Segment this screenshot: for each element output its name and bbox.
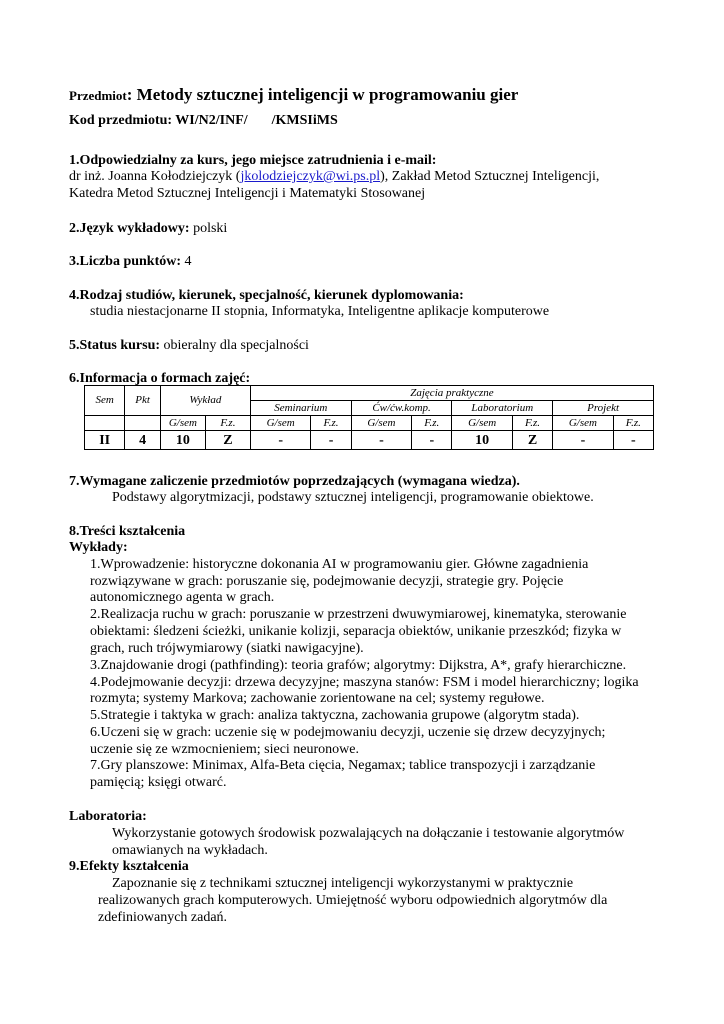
s3-points — [69, 253, 192, 270]
col-lab: Laboratorium — [452, 401, 553, 416]
s1-line1-prefix: dr inż. Joanna Kołodziejczyk ( — [69, 169, 241, 184]
s8-heading: 8.Treści kształcenia — [69, 524, 186, 539]
subhead-fz: F.z. — [205, 416, 250, 431]
lecture-line: 3.Znajdowanie drogi (pathfinding): teoria grafów; algorytmy: Dijkstra, A*, grafy hierarchiczne. — [90, 658, 627, 673]
s1-line2: Katedra Metod Sztucznej Inteligencji i Matematyki Stosowanej — [69, 186, 426, 201]
subhead-gsem: G/sem — [250, 416, 310, 431]
s5-value: obieralny dla specjalności — [160, 338, 309, 353]
lecture-line: 6.Uczeni się w grach: uczenie się w podejmowaniu decyzji, uczenie się drzew decyzyjnych; — [90, 725, 606, 740]
s5-status — [69, 337, 309, 354]
outcome-line: zdefiniowanych zadań. — [98, 910, 228, 925]
s2-language — [69, 220, 227, 237]
s9-heading: 9.Efekty kształcenia — [69, 859, 189, 874]
cell-wyklad-gsem: 10 — [160, 431, 205, 450]
lecture-line: rozmyta; systemy Markova; zachowanie zorientowane na cel; systemy regułowe. — [90, 691, 545, 706]
classes-table — [84, 385, 654, 450]
cell-seminarium-fz: - — [311, 431, 351, 450]
outcome-line: realizowanych grach komputerowych. Umiejętność wyboru odpowiednich algorytmów dla — [98, 893, 608, 908]
course-code — [69, 112, 338, 129]
col-cw: Ćw/ćw.komp. — [351, 401, 452, 416]
lecture-line: grach, ruch trójwymiarowy (siatki nawigacyjne). — [90, 641, 364, 656]
s4-heading: 4.Rodzaj studiów, kierunek, specjalność, kierunek dyplomowania: — [69, 288, 464, 303]
lecture-line: 2.Realizacja ruchu w grach: poruszanie w przestrzeni dwuwymiarowej, kinematyka, sterowanie — [90, 607, 627, 622]
s2-value: polski — [189, 221, 228, 236]
s3-label: 3.Liczba punktów: — [69, 254, 182, 269]
course-code-suffix: /KMSIiMS — [271, 113, 338, 128]
lecture-line: rozwiązywane w grach: poruszanie się, podejmowanie decyzji, strategie gry. Pojęcie — [90, 574, 564, 589]
cell-seminarium-gsem: - — [250, 431, 310, 450]
subhead-gsem: G/sem — [351, 416, 411, 431]
col-pkt: Pkt — [125, 386, 161, 416]
cell-cw-gsem: - — [351, 431, 411, 450]
col-wyklad: Wykład — [160, 386, 250, 416]
lab-line: Wykorzystanie gotowych środowisk pozwalających na dołączanie i testowanie algorytmów — [112, 826, 625, 841]
lecture-line: pamięcią; księgi otwarć. — [90, 775, 227, 790]
lecture-line: autonomicznego agenta w grach. — [90, 590, 275, 605]
subhead-gsem: G/sem — [160, 416, 205, 431]
s3-value: 4 — [181, 254, 192, 269]
s1-line1 — [69, 168, 599, 185]
lab-line: omawianych na wykładach. — [112, 843, 268, 858]
subject-label: Przedmiot — [69, 88, 127, 103]
subhead-fz: F.z. — [512, 416, 552, 431]
cell-lab-fz: Z — [512, 431, 552, 450]
s1-line1-suffix: ), Zakład Metod Sztucznej Inteligencji, — [380, 169, 600, 184]
cell-cw-fz: - — [412, 431, 452, 450]
cell-projekt-fz: - — [613, 431, 653, 450]
subhead-fz: F.z. — [613, 416, 653, 431]
cell-projekt-gsem: - — [553, 431, 613, 450]
lecture-line: 5.Strategie i taktyka w grach: analiza taktyczna, zachowania grupowe (algorytm stada). — [90, 708, 580, 723]
col-sem: Sem — [85, 386, 125, 416]
outcome-line: Zapoznanie się z technikami sztucznej inteligencji wykorzystanymi w praktycznie — [112, 876, 574, 891]
s2-label: 2.Język wykładowy: — [69, 221, 190, 236]
lecture-line: uczenie się ze wzmocnieniem; sieci neuronowe. — [90, 742, 359, 757]
subhead-gsem: G/sem — [553, 416, 613, 431]
subhead-fz: F.z. — [311, 416, 351, 431]
lab-label: Laboratoria: — [69, 809, 147, 824]
blank-cell — [85, 416, 125, 431]
email-link[interactable]: jkolodziejczyk@wi.ps.pl — [240, 169, 381, 184]
subject-title: : Metody sztucznej inteligencji w programowaniu gier — [126, 85, 519, 104]
col-seminarium: Seminarium — [250, 401, 351, 416]
s7-heading: 7.Wymagane zaliczenie przedmiotów poprzedzających (wymagana wiedza). — [69, 474, 520, 489]
s6-heading: 6.Informacja o formach zajęć: — [69, 371, 251, 386]
s1-heading: 1.Odpowiedzialny za kurs, jego miejsce zatrudnienia i e-mail: — [69, 153, 437, 168]
subhead-gsem: G/sem — [452, 416, 512, 431]
cell-wyklad-fz: Z — [205, 431, 250, 450]
cell-sem: II — [85, 431, 125, 450]
course-code-label: Kod przedmiotu: WI/N2/INF/ — [69, 113, 248, 128]
cell-lab-gsem: 10 — [452, 431, 512, 450]
cell-pkt: 4 — [125, 431, 161, 450]
col-zajecia: Zajęcia praktyczne — [250, 386, 653, 401]
lecture-line: 4.Podejmowanie decyzji: drzewa decyzyjne; maszyna stanów: FSM i model hierarchiczny; logika — [90, 675, 639, 690]
col-projekt: Projekt — [553, 401, 654, 416]
subject-line — [69, 86, 518, 105]
s5-label: 5.Status kursu: — [69, 338, 161, 353]
s7-value: Podstawy algorytmizacji, podstawy sztucznej inteligencji, programowanie obiektowe. — [112, 490, 594, 505]
lecture-line: obiektami: śledzeni ścieżki, unikanie kolizji, separacja obiektów, unikanie przeszkód; fizyka w — [90, 624, 622, 639]
blank-cell — [125, 416, 161, 431]
lectures-label: Wykłady: — [69, 540, 128, 555]
subhead-fz: F.z. — [412, 416, 452, 431]
lecture-line: 1.Wprowadzenie: historyczne dokonania AI w programowaniu gier. Główne zagadnienia — [90, 557, 589, 572]
s4-value: studia niestacjonarne II stopnia, Informatyka, Inteligentne aplikacje komputerowe — [90, 304, 550, 319]
lecture-line: 7.Gry planszowe: Minimax, Alfa-Beta cięcia, Negamax; tablice transpozycji i zarządzanie — [90, 758, 596, 773]
